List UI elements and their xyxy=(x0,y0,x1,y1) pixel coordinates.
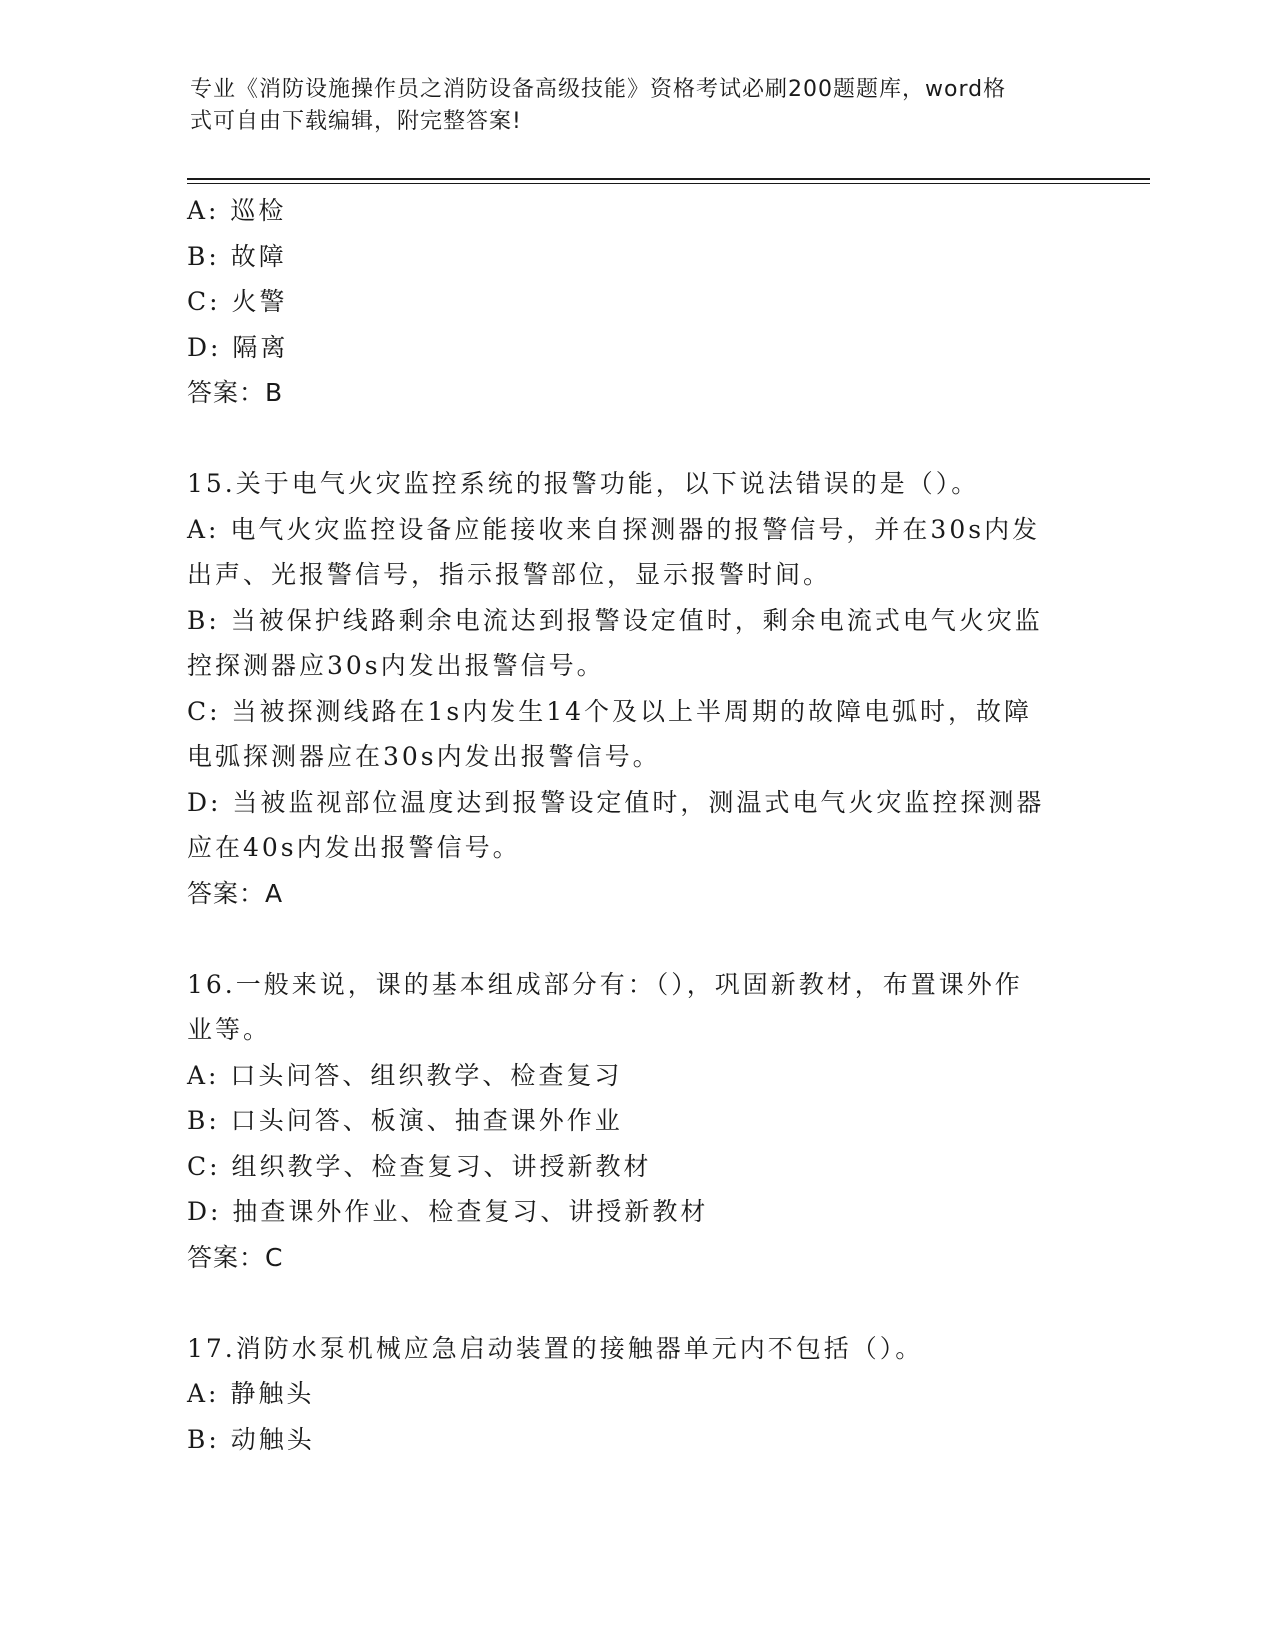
question-text: 17.消防水泵机械应急启动装置的接触器单元内不包括（）。 xyxy=(187,1333,924,1363)
question-list xyxy=(187,188,1087,1462)
header-rule-thick xyxy=(187,178,1150,180)
option-d-line-1: D: 当被监视部位温度达到报警设定值时，测温式电气火灾监控探测器 xyxy=(187,787,1045,817)
option-b-line-2: 控探测器应30s内发出报警信号。 xyxy=(187,651,605,680)
option-b: B: 故障 xyxy=(187,241,287,271)
page-header xyxy=(190,74,1090,138)
option-a-line-2: 出声、光报警信号，指示报警部位，显示报警时间。 xyxy=(187,560,832,589)
question-text: 15.关于电气火灾监控系统的报警功能，以下说法错误的是（）。 xyxy=(187,469,980,498)
header-line-2: 式可自由下载编辑，附完整答案! xyxy=(190,109,522,134)
answer: 答案：A xyxy=(187,878,284,908)
option-c-line-1: C: 当被探测线路在1s内发生14个及以上半周期的故障电弧时，故障 xyxy=(187,696,1033,726)
question-17 xyxy=(187,1326,1087,1463)
option-d-line-2: 应在40s内发出报警信号。 xyxy=(187,833,521,862)
answer: 答案：B xyxy=(187,378,284,407)
option-a: A: 静触头 xyxy=(187,1379,315,1408)
option-c: C: 组织教学、检查复习、讲授新教材 xyxy=(187,1151,652,1181)
option-d: D: 抽查课外作业、检查复习、讲授新教材 xyxy=(187,1197,709,1226)
question-16 xyxy=(187,962,1087,1281)
question-text-line-2: 业等。 xyxy=(187,1015,272,1044)
option-a: A: 巡检 xyxy=(187,196,287,225)
option-c-line-2: 电弧探测器应在30s内发出报警信号。 xyxy=(187,742,661,771)
option-b: B: 动触头 xyxy=(187,1424,315,1454)
option-c: C: 火警 xyxy=(187,287,288,316)
header-rule-thin xyxy=(187,183,1150,184)
option-b-line-1: B: 当被保护线路剩余电流达到报警设定值时，剩余电流式电气火灾监 xyxy=(187,605,1043,635)
option-a: A: 口头问答、组织教学、检查复习 xyxy=(187,1060,623,1090)
option-b: B: 口头问答、板演、抽查课外作业 xyxy=(187,1106,623,1135)
header-line-1: 专业《消防设施操作员之消防设备高级技能》资格考试必刷200题题库，word格 xyxy=(190,77,1007,102)
spacer xyxy=(187,1280,1087,1326)
question-text-line-1: 16.一般来说，课的基本组成部分有：（），巩固新教材，布置课外作 xyxy=(187,969,1023,999)
answer: 答案：C xyxy=(187,1242,284,1272)
spacer xyxy=(187,416,1087,462)
option-d: D: 隔离 xyxy=(187,332,289,362)
spacer xyxy=(187,916,1087,962)
option-a-line-1: A: 电气火灾监控设备应能接收来自探测器的报警信号，并在30s内发 xyxy=(187,514,1041,544)
question-14 xyxy=(187,188,1087,416)
question-15 xyxy=(187,461,1087,916)
